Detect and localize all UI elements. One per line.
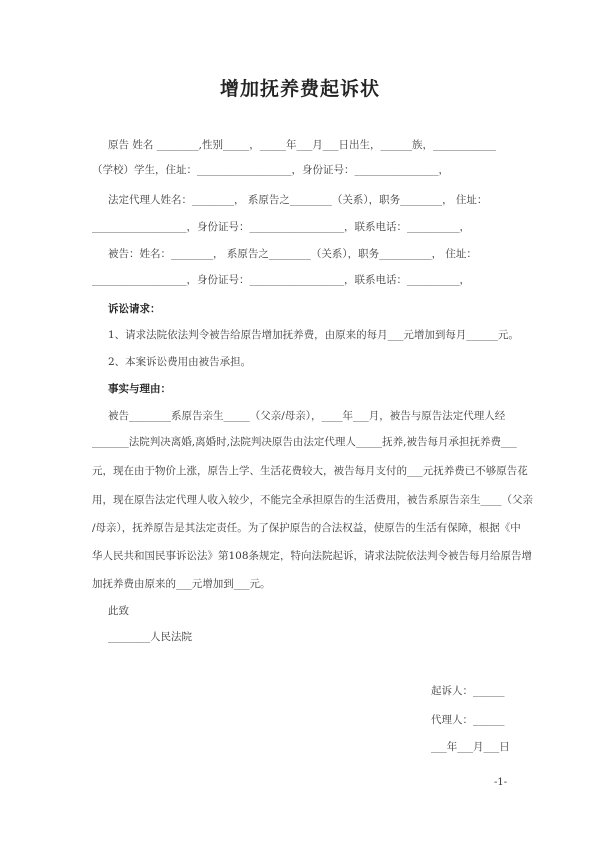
defendant-line-1: 被告：姓名：________， 系原告之________（关系），职务__________， 住址： <box>108 248 477 260</box>
claim-item-2: 2、本案诉讼费用由被告承担。 <box>108 356 252 368</box>
defendant-line-2: __________________，身份证号：__________________，联系电话：__________， <box>92 274 470 286</box>
facts-line-6: 华人民共和国民事诉讼法》第108条规定，特向法院起诉，请求法院依法判令被告每月给原告增 <box>92 550 533 562</box>
facts-heading: 事实与理由： <box>108 383 171 395</box>
plaintiff-line-2: （学校）学生，住址：__________________，身份证号：________________， <box>92 164 449 176</box>
plaintiff-line-1: 原告 姓名 ________,性别_____，_____年___月___日出生，______族，____________ <box>108 139 497 151</box>
representative-line-2: __________________，身份证号：__________________，联系电话：__________， <box>92 221 470 233</box>
court-name: ________人民法院 <box>108 631 192 643</box>
closing-salutation: 此致 <box>108 605 129 617</box>
facts-line-7: 加抚养费由原来的___元增加到___元。 <box>92 578 271 590</box>
claims-heading: 诉讼请求： <box>108 303 161 315</box>
document-title: 增加抚养费起诉状 <box>219 78 380 100</box>
plaintiff-signature: 起诉人：______ <box>431 685 505 697</box>
facts-line-4: 用，现在原告法定代理人收入较少，不能完全承担原告的生活费用，被告系原告亲生____（父亲 <box>92 494 533 506</box>
facts-line-2: _______法院判决离婚,离婚时,法院判决原告由法定代理人_____抚养,被告每月承担抚养费___ <box>92 436 517 448</box>
representative-line-1: 法定代理人姓名：________， 系原告之________（关系），职务________， 住址： <box>108 194 488 206</box>
facts-line-3: 元，现在由于物价上涨，原告上学、生活花费较大，被告每月支付的___元抚养费已不够原告花 <box>92 465 528 477</box>
page-number: -1- <box>494 777 508 788</box>
agent-signature: 代理人：______ <box>431 714 505 726</box>
facts-line-5: /母亲），抚养原告是其法定责任。为了保护原告的合法权益，使原告的生活有保障，根据《中 <box>92 522 521 534</box>
claim-item-1: 1、请求法院依法判令被告给原告增加抚养费，由原来的每月___元增加到每月______元。 <box>108 329 519 341</box>
signature-date: ___年___月___日 <box>431 741 510 753</box>
facts-line-1: 被告________系原告亲生_____（父亲/母亲），____年___月，被告与原告法定代理人经 <box>108 410 506 422</box>
